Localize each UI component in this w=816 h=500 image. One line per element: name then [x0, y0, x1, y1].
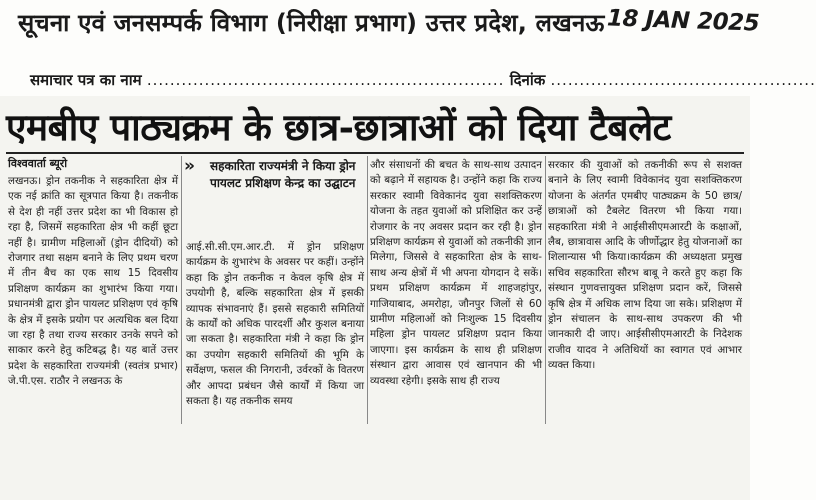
- subheading-box: [184, 158, 366, 228]
- newspaper-name-blank: ..............................................................: [146, 71, 505, 89]
- column-divider: [367, 156, 368, 424]
- newspaper-meta-row: [30, 70, 816, 90]
- column-3-text: और संसाधनों की बचत के साथ-साथ उत्पादन को बढ़ाने में सहायक है। उन्होंने कहा कि राज्य सरकार स्वामी विवेकानंद युवा सशक्तिकरण योजना के तहत युवाओं को प्रशिक्षित कर उन्हें रोजगार के नए अवसर प्रदान कर रही है। ड्रोन प्रशिक्षण कार्यक्रम से युवाओं को तकनीकी ज्ञान मिलेगा, जिससे वे सहकारिता क्षेत्र के साथ-साथ अन्य क्षेत्रों में भी अपना योगदान दे सकें। प्रथम प्रशिक्षण कार्यक्रम में शाहजहांपुर, गाजियाबाद, अमरोहा, जौनपुर जिलों से 60 ग्रामीण महिलाओं को निःशुल्क 15 दिवसीय महिला ड्रोन पायलट प्रशिक्षण प्रदान किया जाएगा। इस कार्यक्रम के साथ ही प्रशिक्षण संस्थान द्वारा आवास एवं खानपान की भी व्यवस्था रहेगी। इसके साथ ही राज्य: [370, 159, 542, 387]
- quote-mark-icon: »: [184, 156, 195, 176]
- subheading: सहकारिता राज्यमंत्री ने किया ड्रोन पायलट प्रशिक्षण केन्द्र का उद्घाटन: [210, 159, 356, 190]
- column-divider: [181, 156, 182, 424]
- article-column-1: [8, 174, 178, 420]
- article-headline: एमबीए पाठ्यक्रम के छात्र-छात्राओं को दिया टैबलेट: [6, 105, 671, 149]
- date-stamp: 18 JAN 2025: [606, 5, 760, 37]
- column-1-text: लखनऊ। ड्रोन तकनीक ने सहकारिता क्षेत्र में एक नई क्रांति का सूत्रपात किया है। तकनीक से देश ही नहीं उत्तर प्रदेश का भी विकास हो रहा है, जिसमें सहकारिता क्षेत्र भी कहीं छूटा नहीं है। ग्रामीण महिलाओं (ड्रोन दीदियों) को रोजगार तथा सक्षम बनाने के लिए प्रथम चरण में तीन बैच का एक साथ 15 दिवसीय प्रशिक्षण कार्यक्रम का शुभारंभ किया गया। प्रधानमंत्री द्वारा ड्रोन पायलट प्रशिक्षण एवं कृषि के क्षेत्र में इसके प्रयोग पर अत्यधिक बल दिया जा रहा है तथा राज्य सरकार उनके सपने को साकार करने हेतु कटिबद्ध है। यह बातें उत्तर प्रदेश के सहकारिता राज्यमंत्री (स्वतंत्र प्रभार) जे.पी.एस. राठौर ने लखनऊ के: [8, 175, 178, 388]
- column-divider: [545, 156, 546, 424]
- column-4-text: सरकार की युवाओं को तकनीकी रूप से सशक्त बनाने के लिए स्वामी विवेकानंद युवा सशक्तिकरण योजना के अंतर्गत एमबीए पाठ्यक्रम के 50 छात्र/छात्राओं को टैबलेट वितरण भी किया गया। सहकारिता मंत्री ने आईसीसीएमआरटी के कक्षाओं, लैब, छात्रावास आदि के जीर्णोद्धार हेतु योजनाओं का शिलान्यास भी किया।कार्यक्रम की अध्यक्षता प्रमुख सचिव सहकारिता सौरभ बाबू ने करते हुए कहा कि संस्थान गुणवत्तायुक्त प्रशिक्षण प्रदान करें, जिससे कृषि क्षेत्र में अधिक लाभ दिया जा सके। प्रशिक्षण में ड्रोन संचालन के साथ-साथ उपकरण की भी जानकारी दी जाए। आईसीसीएमआरटी के निदेशक राजीव यादव ने अतिथियों का स्वागत एवं आभार व्यक्त किया।: [548, 159, 742, 372]
- bureau-credit: विश्ववार्ता ब्यूरो: [8, 157, 68, 170]
- article-column-4: [548, 158, 742, 424]
- article-column-3: [370, 158, 542, 424]
- headline-rule: [6, 152, 744, 154]
- department-header: सूचना एवं जनसम्पर्क विभाग (निरीक्षा प्रभाग) उत्तर प्रदेश, लखनऊ: [18, 9, 605, 37]
- newspaper-name-label: समाचार पत्र का नाम: [30, 71, 142, 89]
- column-2-text: आई.सी.सी.एम.आर.टी. में ड्रोन प्रशिक्षण कार्यक्रम के शुभारंभ के अवसर पर कहीं। उन्होंने कहा कि ड्रोन तकनीक न केवल कृषि क्षेत्र में उपयोगी है, बल्कि सहकारिता क्षेत्र में इसकी व्यापक संभावनाएं हैं। इससे सहकारी समितियों के कार्यों को अधिक पारदर्शी और कुशल बनाया जा सकता है। सहकारिता मंत्री ने कहा कि ड्रोन का उपयोग सहकारी समितियों की भूमि के सर्वेक्षण, फसल की निगरानी, उर्वरकों के वितरण और आपदा प्रबंधन जैसे कार्यों में किया जा सकता है। यह तकनीक समय: [186, 241, 364, 408]
- date-blank: ..............................................: [550, 71, 816, 89]
- date-label: दिनांक: [509, 71, 546, 89]
- article-column-2: [186, 240, 364, 424]
